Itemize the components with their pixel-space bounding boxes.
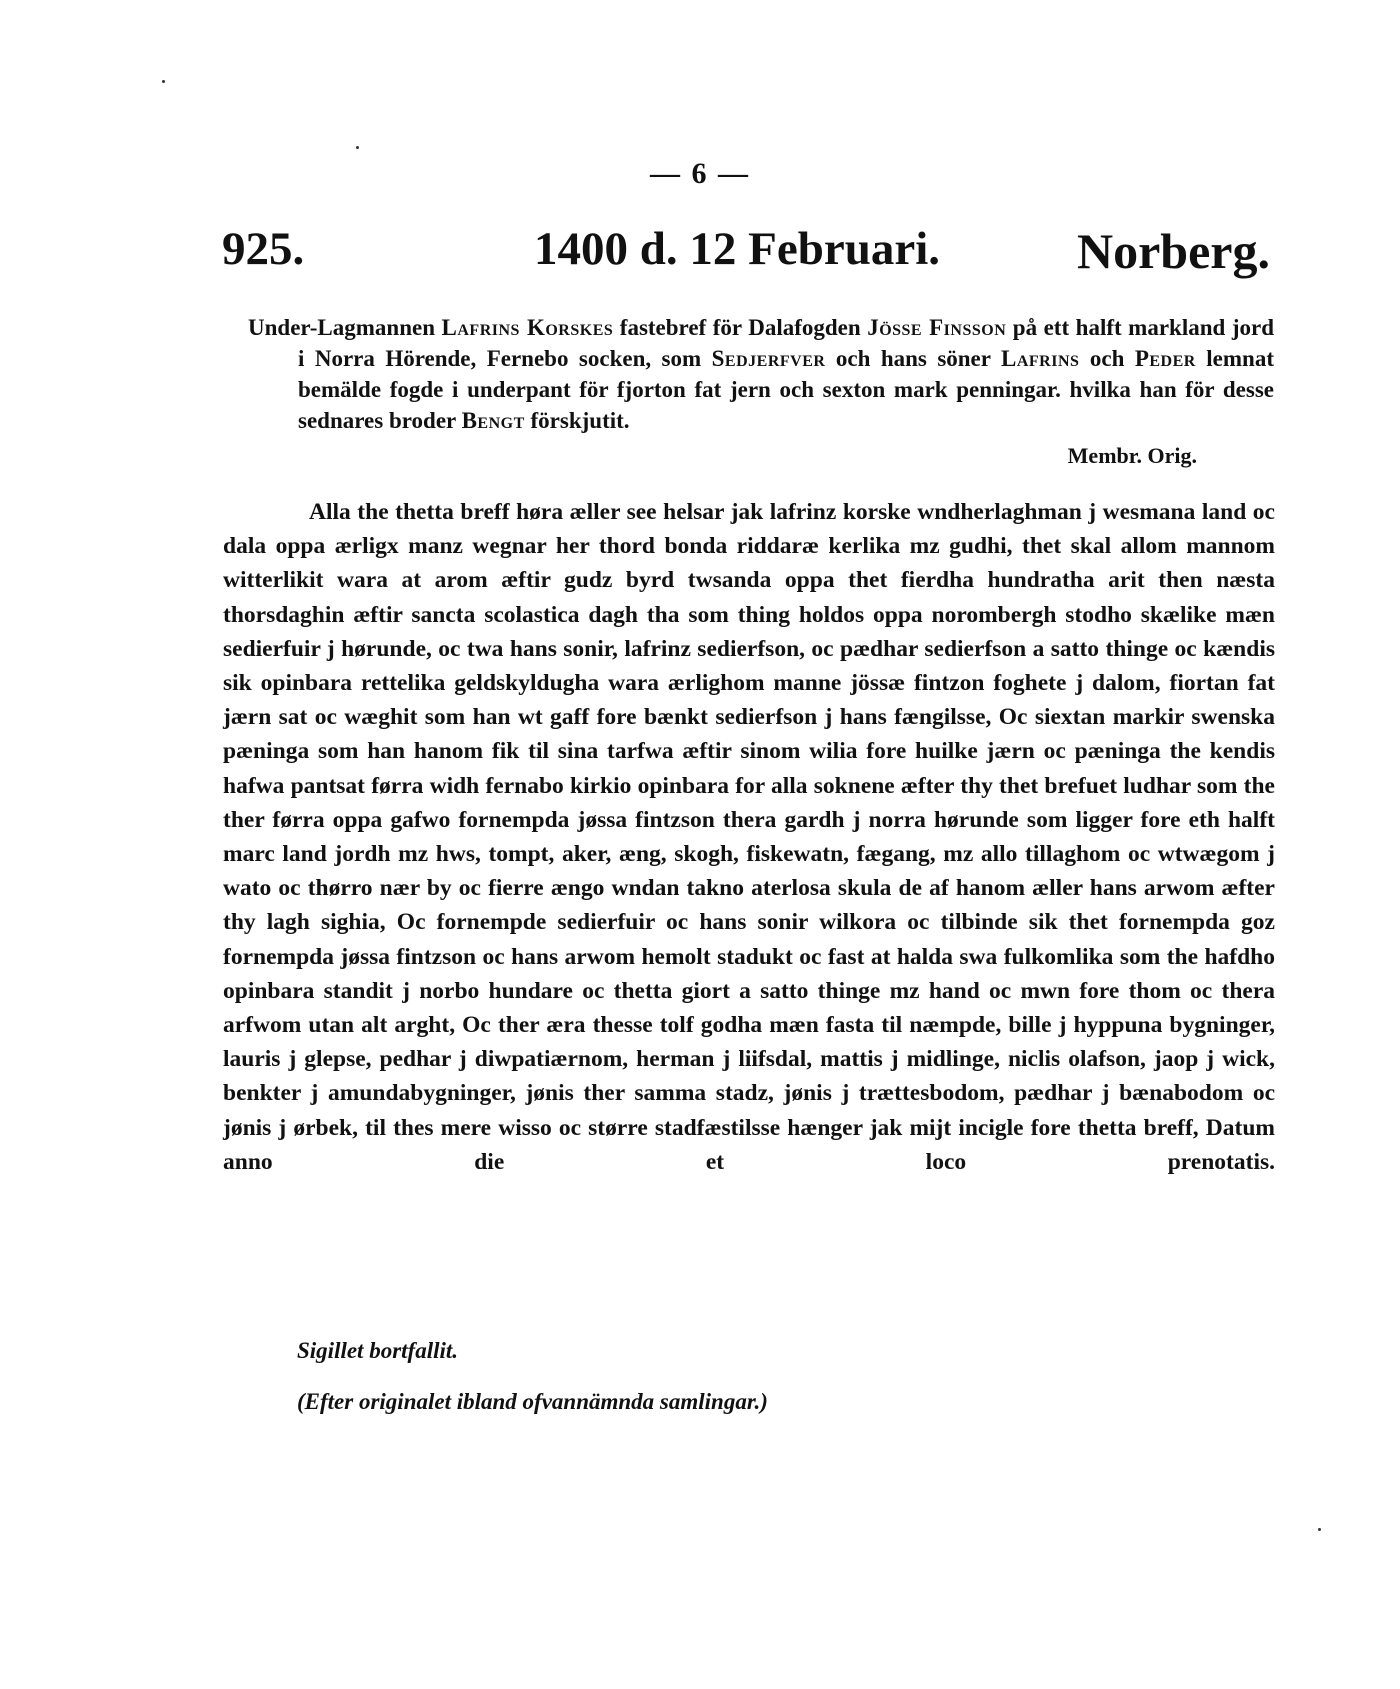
seal-note: Sigillet bortfallit. (297, 1338, 459, 1363)
summary-text: på ett halft markland jord i Norra Hörende, Fernebo socken, som (298, 315, 1274, 371)
document-place: Norberg. (1077, 223, 1270, 279)
source-note: (Efter originalet ibland ofvannämnda samlingar.) (297, 1389, 768, 1414)
summary-paragraph (248, 312, 1274, 436)
source-label: Membr. Orig. (1067, 443, 1197, 468)
scan-speck (356, 146, 359, 149)
person-name: Lafrins Korskes (441, 315, 614, 340)
scan-speck (1318, 1528, 1321, 1531)
charter-text: Alla the thetta breff høra æller see helsar jak lafrinz korske wndherlaghman j wesmana land oc dala oppa ærligx manz wegnar her thord bonda riddaræ kerlika mz gudhi, thet skal allom mannom witterlikit wara at arom æftir gudz byrd twsanda oppa thet fierdha hundratha arit then næsta thorsdaghin æftir sancta scolastica dagh tha som thing holdos oppa norombergh stodho skælike mæn sedierfuir j hørunde, oc twa hans sonir, lafrinz sedierfson, oc pædhar sedierfson a satto thinge oc kændis sik opinbara rettelika geldskyldugha wara ærlighom manne jössæ fintzon foghete j dalom, fiortan fat jærn sat oc wæghit som han wt gaff fore bænkt sedierfson j hans fængilsse, Oc siextan markir swenska pæninga som han hanom fik til sina tarfwa æftir sinom wilia fore huilke jærn oc pæninga the kendis hafwa pantsat førra widh fernabo kirkio opinbara for alla soknene æfter thy thet brefuet ludhar som the ther førra oppa gafwo fornempda jøssa fintzson thera gardh j norra hørunde som ligger fore eth halft marc land jordh mz hws, tompt, aker, æng, skogh, fiskewatn, fægang, mz allo tillaghom oc wtwægom j wato oc thørro nær by oc fierre ængo wndan takno aterlosa skula de af hanom æller hans arwom æfter thy lagh sighia, Oc fornempde sedierfuir oc hans sonir wilkora oc tilbinde sik thet fornempda goz fornempda jøssa fintzson oc hans arwom hemolt stadukt oc fast at halda swa fulkomlika som the hafdho opinbara standit j norbo hundare oc thetta giort a satto thinge mz hand oc mwn fore thom oc thera arfwom utan alt arght, Oc ther æra thesse tolf godha mæn fasta til næmpde, bille j hyppuna bygninger, lauris j glepse, pedhar j diwpatiærnom, herman j liifsdal, mattis j midlinge, niclis olafson, jaop j wick, benkter j amundabygninger, jønis ther samma stadz, jønis j trættesbodom, pædhar j bænabodom oc jønis j ørbek, til thes mere wisso oc større stadfæstilsse hænger jak mijt incigle fore thetta breff, Datum anno die et loco prenotatis. (223, 499, 1275, 1175)
summary (248, 312, 1274, 436)
summary-text: förskjutit. (524, 408, 630, 433)
document-heading (222, 222, 1270, 282)
person-name: Peder (1134, 346, 1196, 371)
summary-text: och (1079, 346, 1135, 371)
summary-text: Under-Lagmannen (248, 315, 442, 340)
person-name: Bengt (461, 408, 525, 433)
person-name: Jösse Finsson (867, 315, 1007, 340)
document-date: 1400 d. 12 Februari. (534, 223, 941, 275)
summary-text: fastebref för Dalafogden (613, 315, 868, 340)
person-name: Lafrins (1001, 346, 1080, 371)
summary-text: lemnat bemälde fogde i underpant för fjorton fat jern och sexton mark penningar. hvilka han för desse sednares broder (298, 346, 1275, 433)
person-name: Sedjerfver (711, 346, 826, 371)
page-number: — 6 — (650, 157, 750, 190)
document-number: 925. (222, 223, 305, 275)
scan-speck (162, 80, 165, 83)
summary-text: och hans söner (825, 346, 1002, 371)
